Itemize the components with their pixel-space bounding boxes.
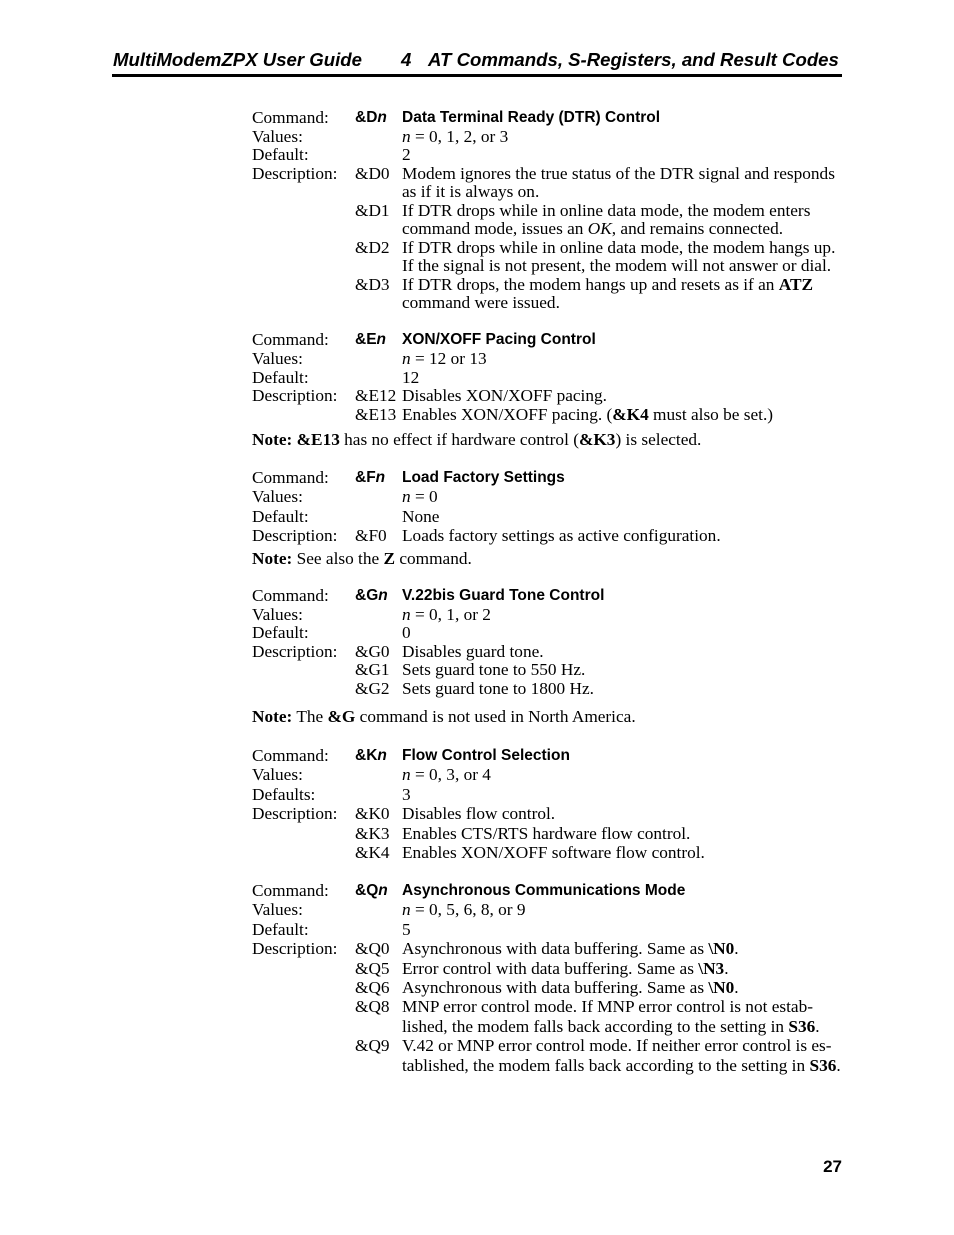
values-text — [402, 606, 491, 625]
bold-term: \N0 — [708, 939, 735, 959]
command-label: Command: — [252, 108, 329, 127]
command-q-section — [252, 881, 852, 1075]
default-value: None — [402, 506, 440, 526]
command-e-section — [252, 331, 852, 425]
command-prefix: &E — [355, 331, 377, 348]
option-text — [402, 959, 729, 978]
text-run: command mode, issues an — [402, 219, 588, 238]
command-f-section — [252, 468, 852, 545]
values-row — [252, 128, 852, 147]
option-row — [252, 978, 852, 997]
description-label: Description: — [252, 804, 338, 824]
bold-term: \N3 — [698, 958, 725, 978]
text-run: command. — [395, 549, 472, 568]
option-text: Modem ignores the true status of the DTR signal and responds — [402, 163, 835, 183]
values-text — [402, 765, 491, 784]
bold-term: \N0 — [708, 977, 735, 997]
option-text — [402, 276, 813, 295]
default-value: 0 — [402, 623, 411, 643]
option-row — [252, 643, 852, 662]
option-code: &K3 — [355, 823, 390, 843]
option-code: &D2 — [355, 237, 390, 257]
bold-term: &E13 — [296, 430, 340, 449]
values-variable: n — [402, 487, 411, 507]
description-label: Description: — [252, 641, 338, 661]
page-number: 27 — [823, 1157, 842, 1176]
note-north-america — [252, 707, 636, 726]
option-text — [402, 1056, 841, 1075]
command-title: Flow Control Selection — [402, 747, 570, 764]
bold-term: &K4 — [612, 405, 649, 425]
default-value: 5 — [402, 919, 411, 939]
option-row — [252, 997, 852, 1016]
command-parameter: n — [378, 882, 388, 899]
option-code: &Q9 — [355, 1036, 390, 1056]
option-continuation-row — [252, 1056, 852, 1075]
values-row — [252, 606, 852, 625]
command-parameter: n — [378, 587, 388, 604]
command-row — [252, 746, 852, 765]
values-variable: n — [402, 348, 411, 368]
command-parameter: n — [375, 469, 386, 486]
text-run: command is not used in North America. — [355, 707, 636, 726]
description-label: Description: — [252, 939, 338, 959]
text-run: Error control with data buffering. Same as — [402, 958, 699, 978]
note-see-also — [252, 549, 472, 568]
default-row — [252, 507, 852, 526]
option-continuation-row — [252, 257, 852, 276]
option-code: &E12 — [355, 386, 397, 406]
option-code: &Q6 — [355, 977, 390, 997]
command-code — [355, 468, 385, 487]
values-label: Values: — [252, 348, 303, 368]
option-code: &K0 — [355, 804, 390, 824]
command-g-section — [252, 587, 852, 699]
option-row — [252, 661, 852, 680]
header-rule — [112, 74, 842, 77]
command-prefix: &G — [355, 587, 379, 604]
text-run: , and remains connected. — [611, 219, 784, 238]
option-row — [252, 276, 852, 295]
option-text: Enables CTS/RTS hardware flow control. — [402, 823, 691, 843]
default-label: Defaults: — [252, 784, 316, 804]
command-row — [252, 109, 852, 128]
option-row — [252, 824, 852, 843]
command-parameter: n — [377, 747, 387, 764]
text-run: Asynchronous with data buffering. Same as — [402, 977, 709, 997]
description-label: Description: — [252, 525, 338, 545]
note-e13 — [252, 430, 701, 449]
text-run: has no effect if hardware control ( — [339, 430, 579, 449]
chapter-number: 4 — [401, 49, 412, 70]
command-parameter: n — [376, 331, 387, 348]
command-d-section — [252, 109, 852, 313]
option-code: &D0 — [355, 163, 390, 183]
values-text — [402, 128, 508, 147]
text-run: If DTR drops, the modem hangs up and resets as if an — [402, 274, 779, 294]
option-row — [252, 239, 852, 258]
default-row — [252, 624, 852, 643]
values-range: = 0, 5, 6, 8, or 9 — [410, 900, 526, 920]
option-text: Sets guard tone to 1800 Hz. — [402, 678, 594, 698]
command-title: V.22bis Guard Tone Control — [402, 587, 605, 604]
default-row — [252, 920, 852, 939]
text-run: Enables XON/XOFF pacing. ( — [402, 405, 613, 425]
bold-term: &K3 — [578, 430, 616, 449]
bold-term: S36 — [788, 1016, 816, 1036]
option-code: &D1 — [355, 200, 390, 220]
command-label: Command: — [252, 330, 329, 349]
command-title: XON/XOFF Pacing Control — [402, 331, 596, 348]
italic-term: OK — [587, 219, 612, 238]
option-text: If DTR drops while in online data mode, the modem hangs up. — [402, 237, 836, 257]
option-row — [252, 165, 852, 184]
values-label: Values: — [252, 900, 303, 920]
command-title: Asynchronous Communications Mode — [402, 882, 686, 899]
option-text: If DTR drops while in online data mode, the modem enters — [402, 200, 811, 220]
text-run: . — [734, 939, 739, 959]
text-run: . — [724, 958, 729, 978]
option-row — [252, 843, 852, 862]
text-run: . — [836, 1055, 841, 1075]
text-run: See also the — [292, 549, 384, 568]
default-row — [252, 369, 852, 388]
default-value: 3 — [402, 784, 411, 804]
option-code: &Q5 — [355, 958, 390, 978]
option-text: Disables guard tone. — [402, 641, 544, 661]
command-title: Data Terminal Ready (DTR) Control — [402, 109, 661, 126]
values-label: Values: — [252, 604, 303, 624]
option-text: command were issued. — [402, 293, 560, 312]
values-row — [252, 350, 852, 369]
command-code — [355, 881, 388, 900]
option-row — [252, 680, 852, 699]
command-prefix: &Q — [355, 882, 379, 899]
values-label: Values: — [252, 765, 303, 785]
default-value: 12 — [402, 367, 420, 387]
option-continuation-row — [252, 1017, 852, 1036]
bold-term: S36 — [809, 1055, 837, 1075]
default-row — [252, 146, 852, 165]
command-label: Command: — [252, 881, 329, 900]
option-code: &F0 — [355, 525, 387, 545]
command-row — [252, 881, 852, 900]
note-label: Note: — [252, 430, 293, 449]
option-row — [252, 387, 852, 406]
text-run: . — [815, 1016, 820, 1036]
bold-term: Z — [383, 549, 396, 568]
text-run: lished, the modem falls back according to the setting in — [402, 1016, 789, 1036]
values-range: = 12 or 13 — [410, 348, 487, 368]
text-run: tablished, the modem falls back according to the setting in — [402, 1055, 810, 1075]
command-row — [252, 468, 852, 487]
values-variable: n — [402, 900, 411, 920]
command-label: Command: — [252, 586, 329, 605]
option-text — [402, 220, 783, 239]
option-text — [402, 406, 773, 425]
values-variable: n — [402, 765, 411, 785]
values-row — [252, 900, 852, 919]
option-code: &G0 — [355, 641, 390, 661]
text-run: Asynchronous with data buffering. Same as — [402, 939, 709, 959]
text-run: ) is selected. — [615, 430, 702, 449]
values-range: = 0 — [410, 487, 438, 507]
command-k-section — [252, 746, 852, 862]
values-label: Values: — [252, 487, 303, 507]
option-row — [252, 1036, 852, 1055]
command-code — [355, 587, 388, 606]
default-label: Default: — [252, 623, 309, 643]
option-continuation-row — [252, 220, 852, 239]
guide-title: MultiModemZPX User Guide — [113, 49, 362, 70]
option-code: &D3 — [355, 274, 390, 294]
values-row — [252, 765, 852, 784]
option-text: MNP error control mode. If MNP error control is not estab- — [402, 997, 813, 1017]
option-text — [402, 939, 739, 958]
option-text: Enables XON/XOFF software flow control. — [402, 842, 705, 862]
option-row — [252, 804, 852, 823]
bold-term: ATZ — [778, 274, 813, 294]
option-row — [252, 526, 852, 545]
command-label: Command: — [252, 468, 329, 487]
description-label: Description: — [252, 386, 338, 406]
description-label: Description: — [252, 163, 338, 183]
option-text: as if it is always on. — [402, 182, 540, 201]
values-range: = 0, 1, 2, or 3 — [410, 126, 509, 146]
option-code: &G1 — [355, 660, 390, 680]
default-label: Default: — [252, 145, 309, 164]
option-row — [252, 959, 852, 978]
option-code: &K4 — [355, 842, 390, 862]
command-code — [355, 746, 387, 765]
note-label: Note: — [252, 549, 293, 568]
bold-term: &G — [327, 707, 356, 726]
command-label: Command: — [252, 746, 329, 765]
text-run: The — [292, 707, 328, 726]
default-row — [252, 785, 852, 804]
option-text: V.42 or MNP error control mode. If neither error control is es- — [402, 1036, 832, 1056]
option-text: Loads factory settings as active configuration. — [402, 525, 721, 545]
option-text: Disables XON/XOFF pacing. — [402, 386, 607, 406]
option-text — [402, 1017, 820, 1036]
option-row — [252, 406, 852, 425]
command-row — [252, 331, 852, 350]
text-run: must also be set.) — [648, 405, 774, 425]
option-continuation-row — [252, 183, 852, 202]
chapter-title: AT Commands, S-Registers, and Result Codes — [428, 49, 839, 70]
values-variable: n — [402, 126, 411, 146]
values-variable: n — [402, 604, 411, 624]
note-label: Note: — [252, 707, 293, 726]
command-code — [355, 109, 387, 128]
default-value: 2 — [402, 145, 411, 164]
values-range: = 0, 1, or 2 — [410, 604, 491, 624]
default-label: Default: — [252, 506, 309, 526]
values-range: = 0, 3, or 4 — [410, 765, 491, 785]
default-label: Default: — [252, 367, 309, 387]
option-code: &Q8 — [355, 997, 390, 1017]
command-row — [252, 587, 852, 606]
option-text: Disables flow control. — [402, 804, 556, 824]
option-continuation-row — [252, 294, 852, 313]
values-text — [402, 487, 438, 506]
values-text — [402, 900, 526, 919]
command-title: Load Factory Settings — [402, 469, 565, 486]
values-text — [402, 350, 487, 369]
command-prefix: &F — [355, 469, 376, 486]
values-label: Values: — [252, 126, 303, 146]
option-text: Sets guard tone to 550 Hz. — [402, 660, 586, 680]
option-text: If the signal is not present, the modem will not answer or dial. — [402, 256, 832, 275]
option-text — [402, 978, 739, 997]
values-row — [252, 487, 852, 506]
command-parameter: n — [377, 109, 387, 126]
option-code: &G2 — [355, 678, 390, 698]
option-row — [252, 939, 852, 958]
command-prefix: &D — [355, 109, 378, 126]
option-row — [252, 202, 852, 221]
option-code: &Q0 — [355, 939, 390, 959]
command-code — [355, 331, 386, 350]
default-label: Default: — [252, 919, 309, 939]
text-run: . — [734, 977, 739, 997]
command-prefix: &K — [355, 747, 378, 764]
option-code: &E13 — [355, 405, 397, 425]
